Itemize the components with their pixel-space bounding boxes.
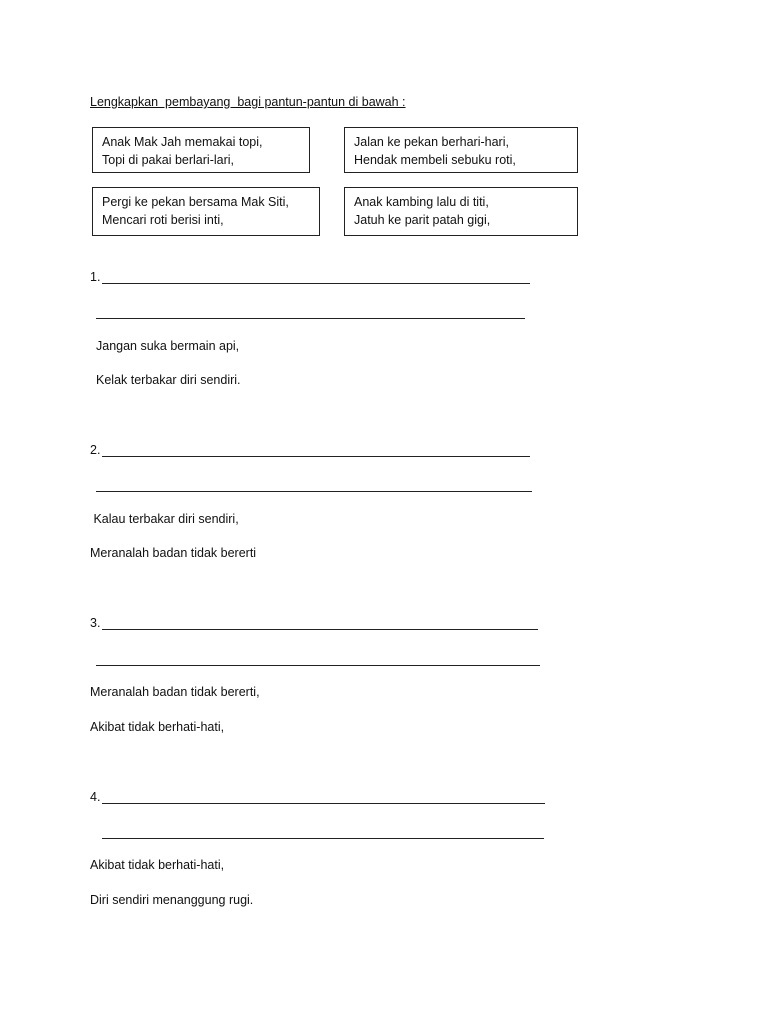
pantun-box-4 [344,187,578,236]
pantun-line-4b: Diri sendiri menanggung rugi. [90,893,254,907]
box-line: Pergi ke pekan bersama Mak Siti, [102,195,289,209]
box-line: Jatuh ke parit patah gigi, [354,213,491,227]
box-line: Jalan ke pekan berhari-hari, [354,135,509,149]
pantun-box-1 [92,127,310,173]
box-line: Anak kambing lalu di titi, [354,195,489,209]
answer-line-2a[interactable] [102,456,530,457]
answer-line-3a[interactable] [102,629,538,630]
box-line: Hendak membeli sebuku roti, [354,153,516,167]
box-line: Anak Mak Jah memakai topi, [102,135,263,149]
pantun-line-2b: Meranalah badan tidak bererti [90,546,257,560]
answer-line-1a[interactable] [102,283,530,284]
pantun-box-2 [344,127,578,173]
worksheet-instruction: Lengkapkan pembayang bagi pantun-pantun di bawah : [90,95,406,109]
box-line: Mencari roti berisi inti, [102,213,224,227]
answer-line-4b[interactable] [102,838,544,839]
pantun-line-3b: Akibat tidak berhati-hati, [90,720,225,734]
pantun-box-3 [92,187,320,236]
pantun-line-3a: Meranalah badan tidak bererti, [90,685,260,699]
question-number-4: 4. [90,790,101,804]
answer-line-1b[interactable] [96,318,525,319]
pantun-line-1a: Jangan suka bermain api, [96,339,240,353]
answer-line-3b[interactable] [96,665,540,666]
question-number-3: 3. [90,616,101,630]
answer-line-2b[interactable] [96,491,532,492]
answer-line-4a[interactable] [102,803,545,804]
question-number-2: 2. [90,443,101,457]
pantun-line-4a: Akibat tidak berhati-hati, [90,858,225,872]
pantun-line-2a: Kalau terbakar diri sendiri, [90,512,239,526]
pantun-line-1b: Kelak terbakar diri sendiri. [96,373,241,387]
question-number-1: 1. [90,270,101,284]
box-line: Topi di pakai berlari-lari, [102,153,235,167]
